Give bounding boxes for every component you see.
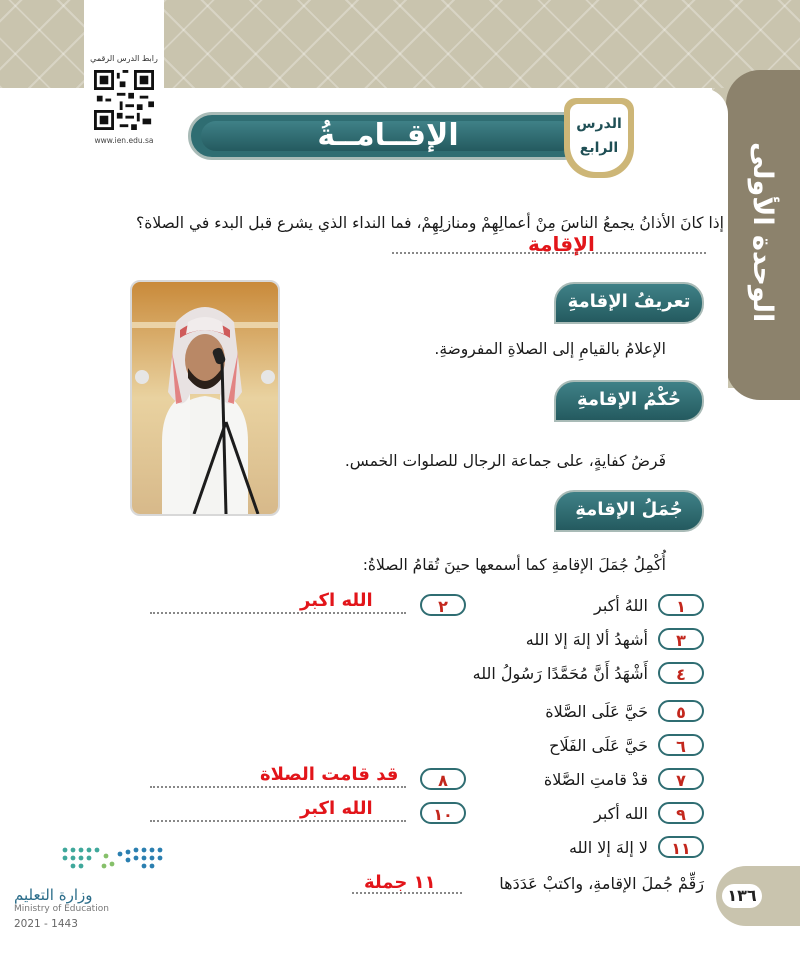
lesson-banner [188,104,662,168]
item-number: ٤ [658,662,704,684]
ruling-text: فَرضُ كفايةٍ، على جماعة الرجال للصلوات الخمس. [344,452,666,470]
item-text: اللهُ أكبر [594,596,648,615]
page-number: ١٣٦ [722,884,762,908]
ministry-logo [14,840,164,940]
list-item [150,764,466,794]
item-answer: قد قامت الصلاة [260,764,399,785]
list-item [404,836,704,862]
item-answer-line[interactable] [150,786,406,788]
intro-question: إذا كانَ الأذانُ يجمعُ الناسَ مِنْ أعمالِهِمْ ومنازلِهِمْ، فما النداء الذي يشرع قبل البدء في الصلاة؟ [135,214,724,232]
item-answer: الله اكبر [300,798,373,819]
lesson-badge-line2: الرابع [579,140,619,156]
item-text: الله أكبر [594,804,648,823]
lesson-badge-inner [570,104,628,172]
item-text: قدْ قامتِ الصَّلاة [543,770,648,789]
item-text: أَشْهَدُ أَنَّ مُحَمَّدًا رَسُولُ الله [472,664,648,683]
ministry-dots-icon [60,844,170,874]
definition-heading [554,282,704,324]
item-text: حَيَّ عَلَى الصَّلاة [545,702,648,721]
item-answer-line[interactable] [150,612,406,614]
item-text: حَيَّ عَلَى الفَلَاح [549,736,648,755]
item-number: ١٠ [420,802,466,824]
definition-text: الإعلامُ بالقيامِ إلى الصلاةِ المفروضةِ. [434,340,666,358]
item-text: لا إلهَ إلا الله [568,838,648,857]
muezzin-photo [130,280,280,516]
item-answer-line[interactable] [150,820,406,822]
qr-url[interactable]: www.ien.edu.sa [94,136,154,145]
phrases-heading-label: جُمَلُ الإقامةِ [575,499,683,520]
qr-code-icon[interactable] [94,70,154,130]
phrases-heading [554,490,704,532]
lesson-badge-line1: الدرس [576,116,622,132]
item-number: ١ [658,594,704,616]
qr-label: رابط الدرس الرقمي [90,54,158,63]
item-number: ٨ [420,768,466,790]
edition-year: 2021 - 1443 [14,918,78,930]
list-item [404,628,704,654]
muezzin-illustration [132,282,278,514]
lesson-badge [564,98,634,178]
definition-heading-label: تعريفُ الإقامةِ [567,291,691,312]
count-prompt: رَقِّمْ جُملَ الإقامةِ، واكتبْ عَدَدَها [499,874,704,893]
item-number: ٧ [658,768,704,790]
item-text: أشهدُ ألا إلهَ إلا الله [525,630,648,649]
item-number: ٥ [658,700,704,722]
intro-answer: الإقامة [528,232,595,256]
item-number: ١١ [658,836,704,858]
list-item [404,734,704,760]
list-item [150,590,466,620]
list-item [404,662,704,688]
count-answer: ١١ جملة [364,872,436,893]
ruling-heading-label: حُكْمُ الإقامةِ [576,389,681,410]
qr-panel [84,0,164,150]
list-item [404,700,704,726]
ruling-heading [554,380,704,422]
item-number: ٩ [658,802,704,824]
item-number: ٢ [420,594,466,616]
item-answer: الله اكبر [300,590,373,611]
item-number: ٣ [658,628,704,650]
ministry-name-en: Ministry of Education [14,904,109,914]
list-item [504,594,704,620]
unit-label: الوحدة الأولى [747,141,778,323]
item-number: ٦ [658,734,704,756]
list-item [150,798,466,828]
phrases-instruction: أُكْمِلُ جُمَلَ الإقامةِ كما أسمعها حينَ تُقامُ الصلاةُ: [362,556,666,574]
ministry-name-ar: وزارة التعليم [14,886,93,904]
lesson-title: الإقــامــةُ [317,118,459,153]
